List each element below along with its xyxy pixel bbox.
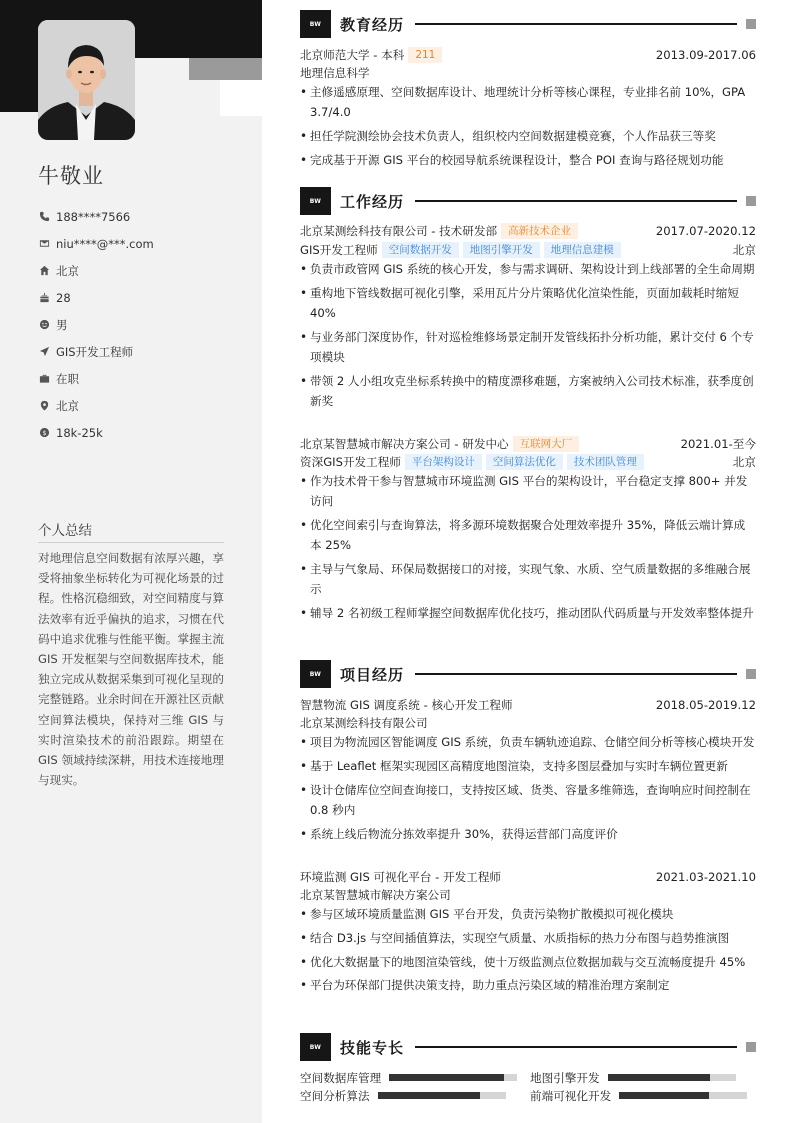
work-date: 2017.07-2020.12 bbox=[655, 224, 756, 238]
info-gender bbox=[38, 311, 238, 338]
sidebar-accent-grey bbox=[189, 58, 262, 80]
email-text: niu****@***.com bbox=[56, 236, 154, 251]
company-name: 北京某测绘科技有限公司 - 技术研发部 bbox=[300, 224, 498, 238]
section-header-education bbox=[300, 10, 756, 38]
section-title: 技能专长 bbox=[340, 1038, 405, 1057]
company-tag: 高新技术企业 bbox=[501, 223, 578, 239]
job-role: 资深GIS开发工程师 bbox=[300, 455, 401, 469]
list-item: • 设计仓储库位空间查询接口，支持按区域、货类、容量多维筛选，查询响应时间控制在 0.8 秒内 bbox=[300, 780, 756, 820]
work-bullets-1 bbox=[300, 259, 756, 415]
avatar bbox=[38, 20, 135, 140]
skill-item bbox=[300, 1087, 506, 1104]
gender-text: 男 bbox=[56, 317, 68, 332]
candidate-name: 牛敬业 bbox=[38, 164, 104, 188]
info-salary bbox=[38, 419, 238, 446]
section-square-icon bbox=[746, 196, 756, 206]
info-phone bbox=[38, 203, 238, 230]
residence-text: 北京 bbox=[56, 263, 79, 278]
contact-info-list bbox=[38, 203, 238, 446]
skill-tag: 空间数据开发 bbox=[382, 242, 459, 258]
section-title: 教育经历 bbox=[340, 15, 405, 34]
status-text: 在职 bbox=[56, 371, 79, 386]
list-item: • 平台为环保部门提供决策支持，助力重点污染区域的精准治理方案制定 bbox=[300, 975, 756, 995]
list-item: • 担任学院测绘协会技术负责人，组织校内空间数据建模竞赛，个人作品获三等奖 bbox=[300, 126, 756, 146]
section-logo: BW bbox=[300, 660, 331, 688]
list-item: • 带领 2 人小组攻克坐标系转换中的精度漂移难题，方案被纳入公司技术标准，获季度创新奖 bbox=[300, 371, 756, 411]
info-location bbox=[38, 392, 238, 419]
summary-text: 对地理信息空间数据有浓厚兴趣，享受将抽象坐标转化为可视化场景的过程。性格沉稳细致，对空间精度与算法效率有近乎偏执的追求，习惯在代码中追求优雅与性能平衡。掌握主流 GIS 开发框架与空间数据库技术，能独立完成从数据采集到可视化呈现的完整链路。业余时间在开源社区贡献空间算法模块，保持对三维 GIS 与实时渲染技术的前沿跟踪。期望在 GIS 领域持续深耕，用技术连接地理与现实。 bbox=[38, 551, 224, 788]
skill-bar-fill bbox=[378, 1092, 480, 1099]
briefcase-icon bbox=[38, 373, 50, 385]
list-item: • 重构地下管线数据可视化引擎，采用瓦片分片策略优化渲染性能，页面加载耗时缩短 40% bbox=[300, 283, 756, 323]
section-header-projects bbox=[300, 660, 756, 688]
education-date: 2013.09-2017.06 bbox=[655, 48, 756, 62]
skill-tag: 技术团队管理 bbox=[567, 454, 644, 470]
section-logo: BW bbox=[300, 1033, 331, 1061]
salary-text: 18k-25k bbox=[56, 425, 103, 440]
job-role: GIS开发工程师 bbox=[300, 243, 378, 257]
work-role-2 bbox=[300, 453, 756, 471]
section-title: 项目经历 bbox=[340, 665, 405, 684]
skill-tag: 平台架构设计 bbox=[405, 454, 482, 470]
sidebar-accent-white bbox=[220, 80, 262, 116]
info-status bbox=[38, 365, 238, 392]
age-text: 28 bbox=[56, 290, 71, 305]
sidebar-header-block-left bbox=[0, 58, 38, 112]
info-residence bbox=[38, 257, 238, 284]
skill-tag: 地理信息建模 bbox=[544, 242, 621, 258]
work-header-1 bbox=[300, 222, 756, 240]
mail-icon bbox=[38, 238, 50, 250]
work-date: 2021.01-至今 bbox=[680, 437, 756, 451]
list-item: • 与业务部门深度协作，针对巡检维修场景定制开发管线拓扑分析功能，累计交付 6 个专项模块 bbox=[300, 327, 756, 367]
work-header-2 bbox=[300, 435, 756, 453]
home-icon bbox=[38, 265, 50, 277]
skill-item bbox=[530, 1069, 736, 1086]
school-name: 北京师范大学 - 本科 bbox=[300, 48, 405, 62]
list-item: • 作为技术骨干参与智慧城市环境监测 GIS 平台的架构设计，平台稳定支撑 800+ 并发访问 bbox=[300, 471, 756, 511]
project-date: 2021.03-2021.10 bbox=[655, 870, 756, 884]
skill-bar bbox=[389, 1074, 517, 1081]
project-header-1 bbox=[300, 696, 756, 714]
send-icon bbox=[38, 346, 50, 358]
section-divider bbox=[415, 23, 737, 25]
list-item: • 主导与气象局、环保局数据接口的对接，实现气象、水质、空气质量数据的多维融合展示 bbox=[300, 559, 756, 599]
section-header-work bbox=[300, 187, 756, 215]
project-title: 环境监测 GIS 可视化平台 - 开发工程师 bbox=[300, 870, 502, 884]
work-city: 北京 bbox=[732, 243, 756, 257]
project-bullets-1 bbox=[300, 732, 756, 847]
gender-icon bbox=[38, 319, 50, 331]
section-square-icon bbox=[746, 19, 756, 29]
skill-tag: 地图引擎开发 bbox=[463, 242, 540, 258]
cake-icon bbox=[38, 292, 50, 304]
list-item: • 主修遥感原理、空间数据库设计、地理统计分析等核心课程，专业排名前 10%，GPA 3.7/4.0 bbox=[300, 82, 756, 122]
project-title: 智慧物流 GIS 调度系统 - 核心开发工程师 bbox=[300, 698, 513, 712]
project-company: 北京某测绘科技有限公司 bbox=[300, 716, 428, 730]
skill-name: 空间分析算法 bbox=[300, 1088, 370, 1103]
list-item: • 结合 D3.js 与空间插值算法，实现空气质量、水质指标的热力分布图与趋势推演图 bbox=[300, 928, 756, 948]
skill-bar-fill bbox=[389, 1074, 504, 1081]
svg-text:$: $ bbox=[41, 428, 47, 437]
section-header-skills bbox=[300, 1033, 756, 1061]
skill-name: 空间数据库管理 bbox=[300, 1070, 382, 1085]
list-item: • 参与区域环境质量监测 GIS 平台开发，负责污染物扩散模拟可视化模块 bbox=[300, 904, 756, 924]
location-pin-icon bbox=[38, 400, 50, 412]
school-tag: 211 bbox=[408, 47, 442, 63]
project-company: 北京某智慧城市解决方案公司 bbox=[300, 888, 451, 902]
skill-item bbox=[530, 1087, 747, 1104]
sidebar bbox=[0, 0, 262, 1123]
education-major: 地理信息科学 bbox=[300, 66, 370, 80]
list-item: • 完成基于开源 GIS 平台的校园导航系统课程设计，整合 POI 查询与路径规划功能 bbox=[300, 150, 756, 170]
skill-bar bbox=[619, 1092, 747, 1099]
skill-bar bbox=[608, 1074, 736, 1081]
company-name: 北京某智慧城市解决方案公司 - 研发中心 bbox=[300, 437, 509, 451]
skill-name: 地图引擎开发 bbox=[530, 1070, 600, 1085]
work-city: 北京 bbox=[732, 455, 756, 469]
project-bullets-2 bbox=[300, 904, 756, 999]
project-date: 2018.05-2019.12 bbox=[655, 698, 756, 712]
section-divider bbox=[415, 1046, 737, 1048]
list-item: • 基于 Leaflet 框架实现园区高精度地图渲染，支持多图层叠加与实时车辆位置更新 bbox=[300, 756, 756, 776]
list-item: • 优化空间索引与查询算法，将多源环境数据聚合处理效率提升 35%，降低云端计算成本 25% bbox=[300, 515, 756, 555]
phone-icon bbox=[38, 211, 50, 223]
section-title: 工作经历 bbox=[340, 192, 405, 211]
skill-name: 前端可视化开发 bbox=[530, 1088, 612, 1103]
phone-text: 188****7566 bbox=[56, 209, 131, 224]
info-position bbox=[38, 338, 238, 365]
section-divider bbox=[415, 673, 737, 675]
section-square-icon bbox=[746, 669, 756, 679]
summary-title: 个人总结 bbox=[38, 519, 224, 543]
skill-bar-fill bbox=[619, 1092, 709, 1099]
list-item: • 负责市政管网 GIS 系统的核心开发，参与需求调研、架构设计到上线部署的全生命周期 bbox=[300, 259, 756, 279]
project-header-2 bbox=[300, 868, 756, 886]
location-text: 北京 bbox=[56, 398, 79, 413]
info-email bbox=[38, 230, 238, 257]
section-logo: BW bbox=[300, 10, 331, 38]
list-item: • 辅导 2 名初级工程师掌握空间数据库优化技巧，推动团队代码质量与开发效率整体提升 bbox=[300, 603, 756, 623]
position-text: GIS开发工程师 bbox=[56, 344, 134, 359]
skill-bar bbox=[378, 1092, 506, 1099]
section-logo: BW bbox=[300, 187, 331, 215]
education-bullets bbox=[300, 82, 756, 174]
skill-bar-fill bbox=[608, 1074, 710, 1081]
work-role-1 bbox=[300, 241, 756, 259]
info-age bbox=[38, 284, 238, 311]
section-square-icon bbox=[746, 1042, 756, 1052]
section-divider bbox=[415, 200, 737, 202]
skill-tag: 空间算法优化 bbox=[486, 454, 563, 470]
list-item: • 项目为物流园区智能调度 GIS 系统，负责车辆轨迹追踪、仓储空间分析等核心模块开发 bbox=[300, 732, 756, 752]
salary-icon bbox=[38, 427, 50, 439]
education-header bbox=[300, 46, 756, 64]
company-tag: 互联网大厂 bbox=[513, 436, 580, 452]
skill-item bbox=[300, 1069, 517, 1086]
list-item: • 系统上线后物流分拣效率提升 30%，获得运营部门高度评价 bbox=[300, 824, 756, 844]
list-item: • 优化大数据量下的地图渲染管线，使十万级监测点位数据加载与交互流畅度提升 45% bbox=[300, 952, 756, 972]
work-bullets-2 bbox=[300, 471, 756, 627]
